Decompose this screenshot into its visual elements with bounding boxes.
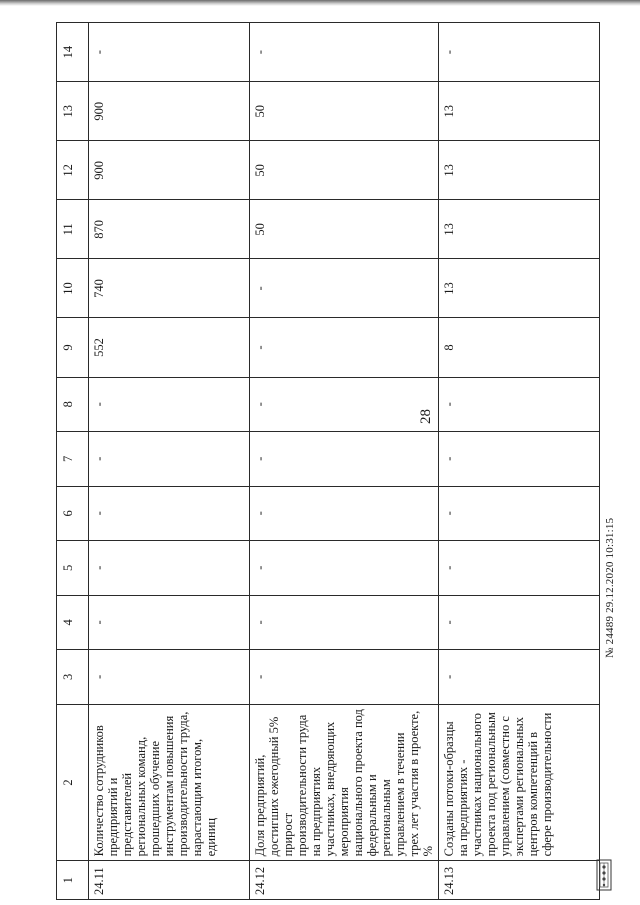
top-scan-edge xyxy=(0,0,640,6)
registration-stamp: № 24489 29.12.2020 10:31:15 xyxy=(604,517,616,658)
table-cell: - xyxy=(439,377,600,432)
col-header: 11 xyxy=(57,200,89,259)
col-header: 1 xyxy=(57,861,89,900)
col-header: 3 xyxy=(57,650,89,705)
table-cell: - xyxy=(250,541,439,596)
table-cell: - xyxy=(250,318,439,377)
col-header: 12 xyxy=(57,141,89,200)
table-cell: - xyxy=(89,486,250,541)
table-row xyxy=(250,23,439,900)
table-cell: 50 xyxy=(250,82,439,141)
table-cell: - xyxy=(89,595,250,650)
col-header: 4 xyxy=(57,595,89,650)
col-header: 8 xyxy=(57,377,89,432)
table-cell: - xyxy=(250,23,439,82)
table-cell: 50 xyxy=(250,200,439,259)
table-cell: - xyxy=(89,23,250,82)
col-header: 5 xyxy=(57,541,89,596)
table-cell: 50 xyxy=(250,141,439,200)
page-number: 28 xyxy=(418,409,434,424)
table-row xyxy=(439,23,600,900)
row-id: 24.12 xyxy=(250,861,439,900)
table-cell: - xyxy=(89,432,250,487)
table-cell: - xyxy=(439,650,600,705)
col-header: 7 xyxy=(57,432,89,487)
table-cell: - xyxy=(89,541,250,596)
document-sheet xyxy=(56,22,566,900)
table-cell: - xyxy=(439,432,600,487)
col-header: 6 xyxy=(57,486,89,541)
table-row xyxy=(89,23,250,900)
table-cell: 900 xyxy=(89,82,250,141)
table-cell: 13 xyxy=(439,200,600,259)
col-header: 2 xyxy=(57,704,89,861)
table-cell: 900 xyxy=(89,141,250,200)
table-cell: 870 xyxy=(89,200,250,259)
table-cell: - xyxy=(439,486,600,541)
table-cell: 13 xyxy=(439,82,600,141)
table-cell: 13 xyxy=(439,259,600,318)
indicators-table xyxy=(56,22,600,900)
table-cell: - xyxy=(439,541,600,596)
table-header-row xyxy=(57,23,89,900)
table-cell: - xyxy=(250,595,439,650)
table-cell: - xyxy=(250,486,439,541)
table-cell: - xyxy=(250,377,439,432)
col-header: 10 xyxy=(57,259,89,318)
table-cell: - xyxy=(89,650,250,705)
indicator-name: Доля предприятий, достигших ежегодный 5% прирост производительности труда на предприятиях участниках, внедряющих мероприятия национального проекта под федеральным и региональным управлением в течении трех лет участия в проекте, % xyxy=(250,704,439,861)
col-header: 14 xyxy=(57,23,89,82)
col-header: 13 xyxy=(57,82,89,141)
indicator-name: Количество сотрудников предприятий и представителей региональных команд, прошедших обучение инструментам повышения производительности труда, нарастающим итогом, единиц xyxy=(89,704,250,861)
table-cell: 740 xyxy=(89,259,250,318)
table-cell: 13 xyxy=(439,141,600,200)
row-id: 24.13 xyxy=(439,861,600,900)
col-header: 9 xyxy=(57,318,89,377)
indicator-name: Созданы потоки-образцы на предприятиях - участниках национального проекта под региональным управлением (совместно с экспертами региональных центров компетенций в сфере производительности xyxy=(439,704,600,861)
table-cell: - xyxy=(250,432,439,487)
table-cell: - xyxy=(89,377,250,432)
emblem-logo-icon xyxy=(595,858,613,892)
row-id: 24.11 xyxy=(89,861,250,900)
table-cell: - xyxy=(439,23,600,82)
table-cell: - xyxy=(250,259,439,318)
table-cell: - xyxy=(439,595,600,650)
table-cell: - xyxy=(250,650,439,705)
table-cell: 552 xyxy=(89,318,250,377)
table-cell: 8 xyxy=(439,318,600,377)
